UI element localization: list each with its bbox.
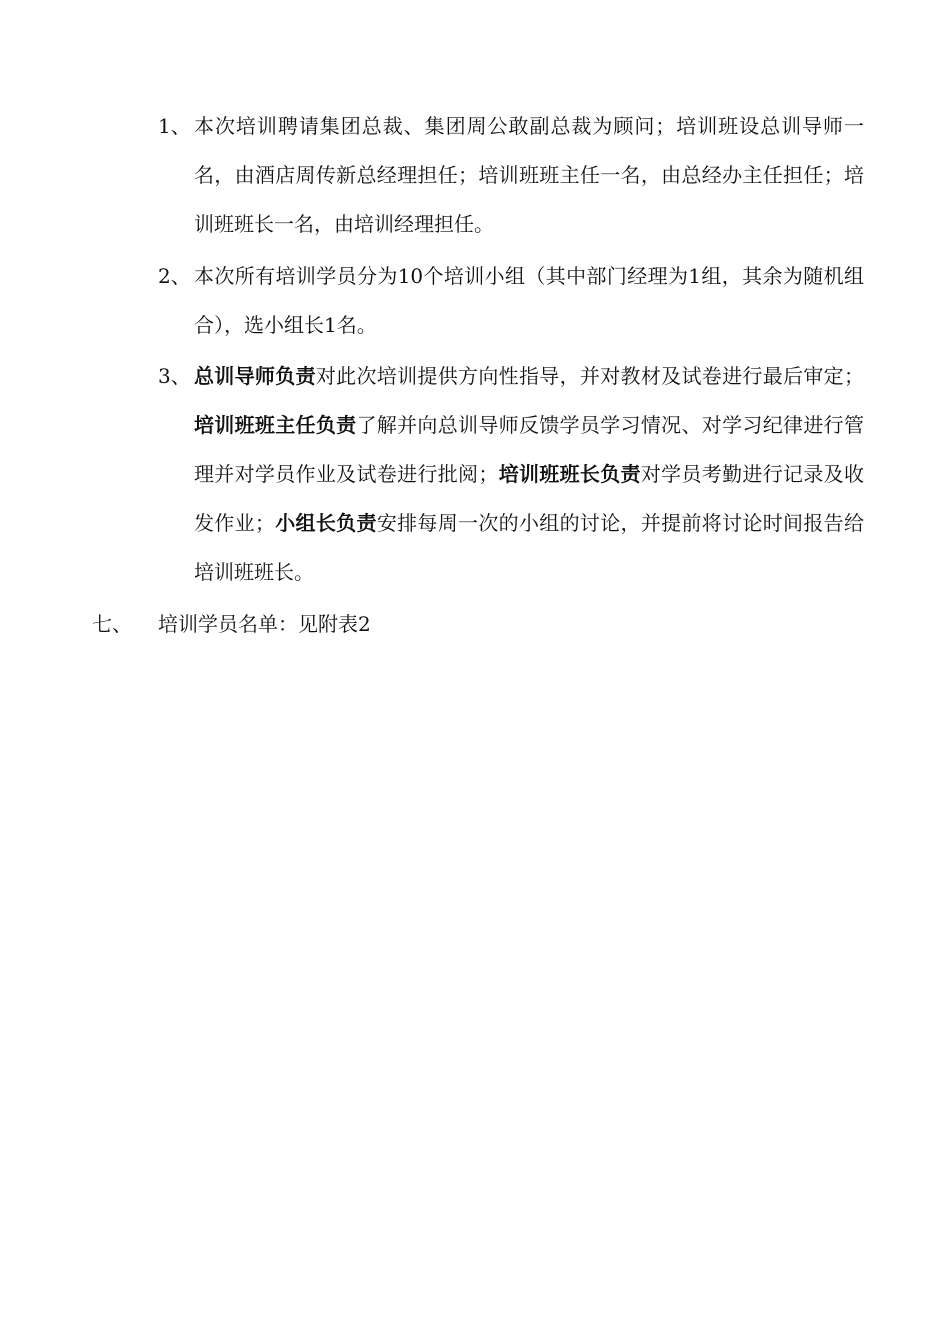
role-class-director: 培训班班主任负责 <box>194 413 357 437</box>
list-item-number: 3、 <box>158 364 191 388</box>
list-item-2 <box>158 252 864 350</box>
section-text: 培训学员名单：见附表2 <box>158 612 371 636</box>
list-item-1 <box>158 102 864 249</box>
role-class-director-duty: 了解并向总训导师反馈学员学习情况、对学习纪律进行管理并对学员作业及试卷进行批阅； <box>194 413 864 486</box>
role-group-leader-duty: 安排每周一次的小组的讨论，并提前将讨论时间报告给培训班班长。 <box>194 511 864 584</box>
list-item-text: 本次所有培训学员分为10个培训小组（其中部门经理为1组，其余为随机组合），选小组长1名。 <box>194 264 864 337</box>
list-item-text: 本次培训聘请集团总裁、集团周公敢副总裁为顾问；培训班设总训导师一名，由酒店周传新总经理担任；培训班班主任一名，由总经办主任担任；培训班班长一名，由培训经理担任。 <box>194 114 864 236</box>
list-item-number: 1、 <box>158 114 191 138</box>
role-class-monitor: 培训班班长负责 <box>498 462 641 486</box>
section-heading <box>92 600 371 649</box>
list-item-3 <box>158 352 864 597</box>
list-item-number: 2、 <box>158 264 191 288</box>
role-group-leader: 小组长负责 <box>274 511 377 535</box>
role-class-monitor-duty: 对学员考勤进行记录及收发作业； <box>194 462 864 535</box>
list-item-text <box>194 352 864 597</box>
section-number: 七、 <box>92 612 132 636</box>
role-head-trainer: 总训导师负责 <box>194 364 316 388</box>
role-head-trainer-duty: 对此次培训提供方向性指导，并对教材及试卷进行最后审定； <box>315 364 864 388</box>
